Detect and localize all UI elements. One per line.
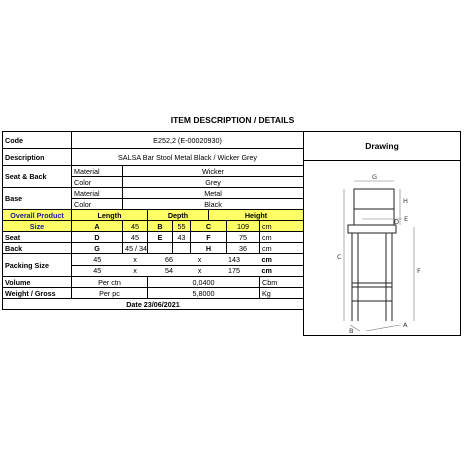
back-g-value: 45 / 34	[123, 243, 148, 254]
back-row	[3, 243, 304, 254]
backrest-shape	[354, 189, 394, 209]
back-label: Back	[3, 243, 72, 254]
size-b-value: 55	[173, 221, 191, 232]
weight-value: 5,8000	[148, 288, 260, 299]
back-g: G	[72, 243, 123, 254]
back-h: H	[191, 243, 227, 254]
label-b: B	[349, 327, 354, 335]
label-g: G	[372, 173, 378, 181]
volume-unit: Cbm	[260, 277, 304, 288]
base-color: Black	[123, 199, 304, 210]
seat-e-value: 43	[173, 232, 191, 243]
back-empty-cell	[148, 243, 173, 254]
packing-x: x	[191, 254, 209, 266]
page-title: ITEM DESCRIPTION / DETAILS	[170, 115, 295, 125]
packing-width: 66	[148, 254, 191, 266]
label-e: E	[404, 215, 409, 223]
volume-row	[3, 277, 304, 288]
packing-height: 175	[209, 265, 260, 277]
date-label: Date 23/06/2021	[3, 299, 304, 310]
seat-back-material: Wicker	[123, 166, 304, 177]
packing-length: 45	[72, 254, 123, 266]
description-label: Description	[3, 149, 72, 166]
size-b: B	[148, 221, 173, 232]
seat-e: E	[148, 232, 173, 243]
packing-width: 54	[148, 265, 191, 277]
size-row	[3, 221, 304, 232]
packing-unit: cm	[260, 254, 304, 266]
label-h: H	[403, 197, 408, 205]
packing-unit: cm	[260, 265, 304, 277]
drawing-panel	[303, 131, 461, 336]
dimension-line-a	[366, 325, 400, 331]
spec-table	[2, 131, 304, 310]
label-a: A	[403, 321, 408, 329]
seat-back-color-label: Color	[72, 177, 123, 188]
packing-x: x	[123, 254, 148, 266]
base-label: Base	[3, 188, 72, 210]
seat-back-label: Seat & Back	[3, 166, 72, 188]
stool-drawing	[304, 161, 460, 335]
seat-f-value: 75	[227, 232, 260, 243]
code-value: E252,2 (E-00020930)	[72, 132, 304, 149]
seat-f: F	[191, 232, 227, 243]
date-row	[3, 299, 304, 310]
seat-back-material-label: Material	[72, 166, 123, 177]
weight-row	[3, 288, 304, 299]
code-row	[3, 132, 304, 149]
seat-unit: cm	[260, 232, 304, 243]
seat-row	[3, 232, 304, 243]
packing-row	[3, 254, 304, 266]
packing-length: 45	[72, 265, 123, 277]
size-a: A	[72, 221, 123, 232]
back-unit: cm	[260, 243, 304, 254]
packing-x: x	[191, 265, 209, 277]
overall-label: Overall Product	[3, 210, 72, 221]
packing-label: Packing Size	[3, 254, 72, 277]
depth-header: Depth	[148, 210, 209, 221]
packing-x: x	[123, 265, 148, 277]
code-label: Code	[3, 132, 72, 149]
base-color-label: Color	[72, 199, 123, 210]
base-material-label: Material	[72, 188, 123, 199]
overall-header-row	[3, 210, 304, 221]
base-material: Metal	[123, 188, 304, 199]
height-header: Height	[209, 210, 304, 221]
packing-height: 143	[209, 254, 260, 266]
size-label: Size	[3, 221, 72, 232]
volume-value: 0,0400	[148, 277, 260, 288]
size-c-value: 109	[227, 221, 260, 232]
back-h-value: 36	[227, 243, 260, 254]
drawing-header: Drawing	[304, 132, 460, 161]
label-c: C	[337, 253, 342, 261]
description-value: SALSA Bar Stool Metal Black / Wicker Grey	[72, 149, 304, 166]
base-material-row	[3, 188, 304, 199]
seat-label: Seat	[3, 232, 72, 243]
volume-per: Per ctn	[72, 277, 148, 288]
seat-back-color: Grey	[123, 177, 304, 188]
weight-unit: Kg	[260, 288, 304, 299]
length-header: Length	[72, 210, 148, 221]
spec-sheet	[2, 131, 461, 345]
size-a-value: 45	[123, 221, 148, 232]
size-unit: cm	[260, 221, 304, 232]
weight-per: Per pc	[72, 288, 148, 299]
label-f: F	[417, 267, 421, 275]
back-empty-cell	[173, 243, 191, 254]
seat-d-value: 45	[123, 232, 148, 243]
size-c: C	[191, 221, 227, 232]
description-row	[3, 149, 304, 166]
label-d: D	[394, 218, 400, 226]
seat-shape	[348, 225, 396, 233]
seat-back-material-row	[3, 166, 304, 177]
weight-label: Weight / Gross	[3, 288, 72, 299]
volume-label: Volume	[3, 277, 72, 288]
seat-d: D	[72, 232, 123, 243]
